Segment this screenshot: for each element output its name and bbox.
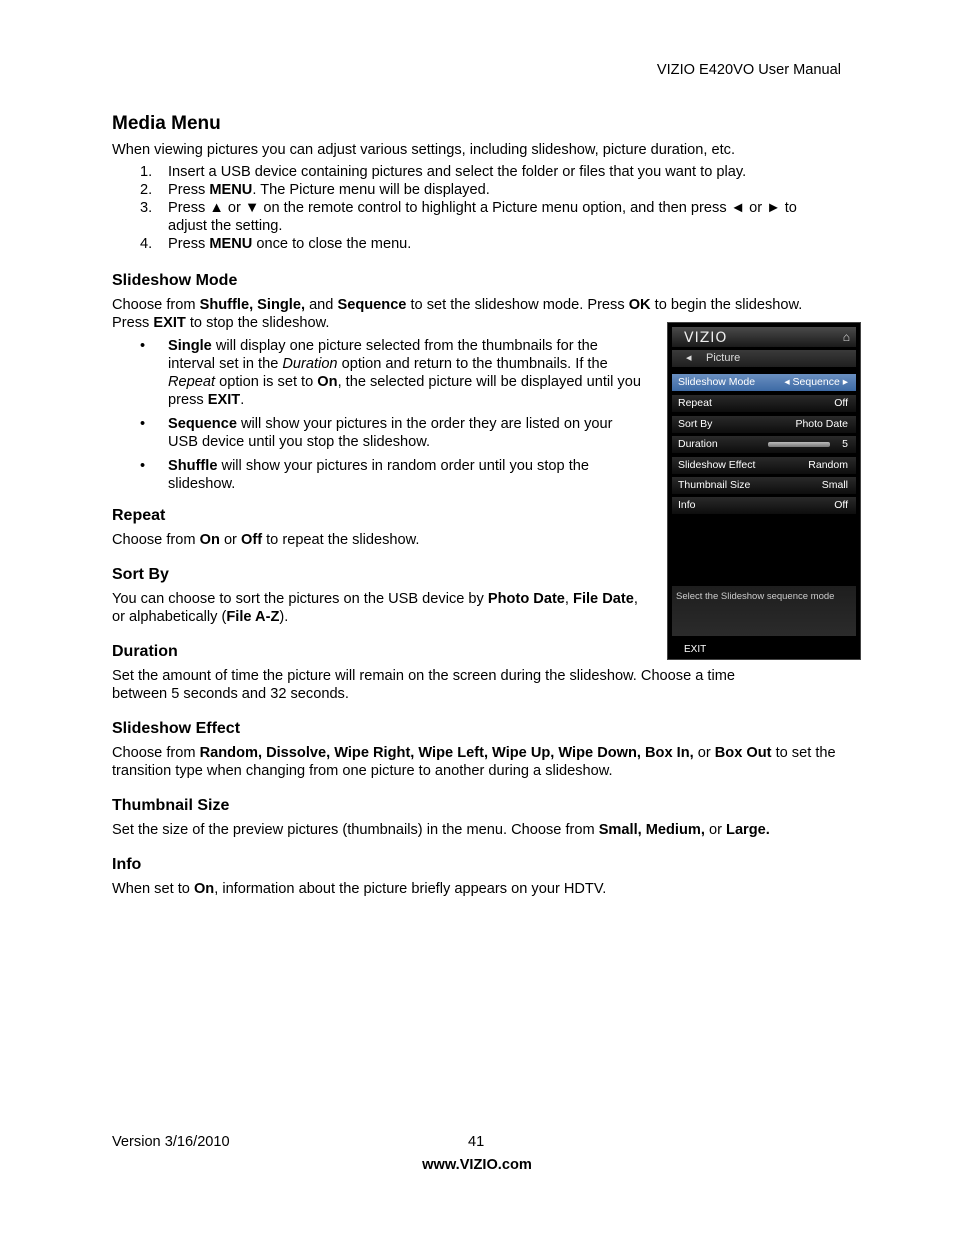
tv-menu-help-text: Select the Slideshow sequence mode	[672, 586, 856, 636]
back-arrow-icon: ◂	[686, 352, 692, 364]
thumbnail-size-text: Set the size of the preview pictures (thumbnails) in the menu. Choose from Small, Medium, or Large.	[112, 822, 770, 838]
list-item: • Single will display one picture selected from the thumbnails for the interval set in the Duration option and return to the thumbnails. If the Repeat option is set to On, the selected picture will be displayed until you press EXIT.	[140, 338, 641, 408]
list-item: • Shuffle will show your pictures in random order until you stop the slideshow.	[140, 458, 589, 492]
tv-menu-row-slideshow-mode: Slideshow Mode ◂ Sequence ▸	[672, 374, 856, 391]
footer-version: Version 3/16/2010	[112, 1134, 230, 1150]
tv-menu-row-sort-by: Sort By Photo Date	[672, 416, 856, 433]
slideshow-mode-text: Choose from Shuffle, Single, and Sequence to set the slideshow mode. Press OK to begin the slideshow. Press EXIT to stop the slideshow.	[112, 297, 803, 331]
tv-menu-header	[672, 327, 856, 347]
sort-by-text: You can choose to sort the pictures on the USB device by Photo Date, File Date, or alphabetically (File A-Z).	[112, 591, 638, 625]
manual-title: VIZIO E420VO User Manual	[656, 62, 841, 78]
step-item: 1. Insert a USB device containing pictures and select the folder or files that you want to play.	[140, 164, 747, 180]
tv-menu-exit-label: EXIT	[684, 644, 707, 655]
tv-menu-row-info: Info Off	[672, 497, 856, 514]
step-item: 3. Press ▲ or ▼ on the remote control to highlight a Picture menu option, and then press ◄ or ► to adjust the setting.	[140, 200, 797, 234]
repeat-heading: Repeat	[112, 507, 166, 524]
tv-menu-row-thumbnail-size: Thumbnail Size Small	[672, 477, 856, 494]
step-item: 4. Press MENU once to close the menu.	[140, 236, 412, 252]
duration-heading: Duration	[112, 643, 178, 660]
duration-text: Set the amount of time the picture will remain on the screen during the slideshow. Choose a time between 5 seconds and 32 seconds.	[112, 668, 735, 702]
info-text: When set to On, information about the picture briefly appears on your HDTV.	[112, 881, 607, 897]
duration-slider	[768, 442, 830, 447]
home-icon: ⌂	[842, 330, 850, 344]
slideshow-effect-heading: Slideshow Effect	[112, 720, 241, 737]
slideshow-mode-heading: Slideshow Mode	[112, 272, 238, 289]
repeat-text: Choose from On or Off to repeat the slideshow.	[112, 532, 420, 548]
footer-url: www.VIZIO.com	[422, 1157, 532, 1173]
vizio-logo: VIZIO	[684, 330, 728, 346]
media-menu-intro: When viewing pictures you can adjust various settings, including slideshow, picture duration, etc.	[112, 142, 735, 158]
media-menu-heading: Media Menu	[112, 113, 221, 134]
thumbnail-size-heading: Thumbnail Size	[112, 797, 230, 814]
sort-by-heading: Sort By	[112, 566, 169, 583]
tv-menu-row-slideshow-effect: Slideshow Effect Random	[672, 457, 856, 474]
tv-menu-row-repeat: Repeat Off	[672, 395, 856, 412]
slideshow-mode-list	[112, 337, 642, 493]
steps-list	[112, 163, 842, 253]
tv-menu-back-row: ◂ Picture	[672, 350, 856, 367]
page-number: 41	[468, 1134, 485, 1150]
info-heading: Info	[112, 856, 142, 873]
slideshow-effect-text: Choose from Random, Dissolve, Wipe Right, Wipe Left, Wipe Up, Wipe Down, Box In, or Box Out to set the transition type when changing from one picture to another during a slideshow.	[112, 745, 836, 779]
step-item: 2. Press MENU. The Picture menu will be displayed.	[140, 182, 490, 198]
tv-menu-row-duration: Duration 5	[672, 436, 856, 453]
list-item: • Sequence will show your pictures in the order they are listed on your USB device until you stop the slideshow.	[140, 416, 613, 450]
tv-menu-screenshot	[667, 322, 861, 660]
